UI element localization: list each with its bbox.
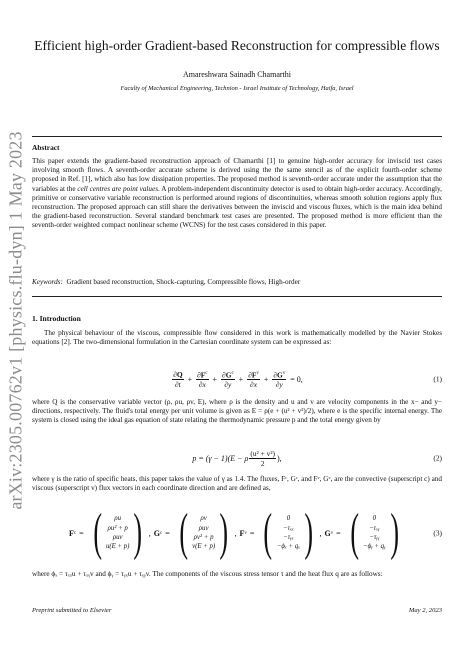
arxiv-stamp-text: arXiv:2305.00762v1 [physics.flu-dyn] 1 May 2023 — [5, 130, 26, 510]
Fc-entry: ρu² + p — [107, 524, 128, 532]
footer-preprint-note: Preprint submitted to Elsevier — [32, 607, 112, 614]
abstract-bottom-rule — [32, 296, 442, 297]
Fv-entry: −τᵧₓ — [283, 534, 294, 541]
eq1-number: (1) — [433, 374, 442, 384]
Fc-entry: ρuv — [112, 534, 123, 541]
eq1-term-dFvdx: $\frac{\partial F^v}{\partial x}$ — [248, 370, 259, 390]
eq2-fraction — [249, 449, 276, 468]
eq1-rhs: = 0, — [290, 374, 303, 384]
footer-date: May 2, 2023 — [408, 607, 442, 614]
Gc-entry: v(E + p) — [192, 543, 216, 551]
eq1-term-dGvdy: $\frac{\partial G^v}{\partial y}$ — [273, 370, 286, 390]
abstract-top-rule — [32, 136, 442, 137]
Gc-entry: ρuv — [198, 524, 209, 532]
intro-paragraph-4: where ϕₓ = τₓₓu + τₓᵧv and ϕᵧ = τᵧₓu + τᵧᵧv. The components of the viscous stress tensor τ and the heat flux q are as follows: — [32, 570, 383, 578]
Fv-entry: −ϕₓ + qₓ — [276, 543, 301, 551]
eq2-frac-num: (u² + v²) — [250, 448, 275, 458]
eq2-tail: ), — [277, 453, 282, 463]
keywords-text: Gradient based reconstruction, Shock-capturing, Compressible flows, High-order — [66, 278, 301, 286]
eq1-term-dGcdy: $\frac{\partial G^c}{\partial y}$ — [222, 370, 234, 390]
keywords-label: Keywords: — [32, 278, 63, 286]
intro-paragraph-2: where Q is the conservative variable vector (ρ, ρu, ρv, E), where ρ is the density and u and v are velocity components in the x− and y− directions, respectively. The fluid's total energy per unit volume is given as E = ρ(e + (u² + v²)/2), where e is the specific internal energy. The system is closed using the ideal gas equation of state relating the thermodynamic pressure p and the total energy given by — [32, 398, 442, 425]
matrix-Fc: ( ρu ρu² + p ρuv u(E + p) ) — [92, 504, 143, 561]
Fv-entry: −τₓₓ — [282, 524, 294, 532]
Gv-entry: −τₓᵧ — [369, 524, 380, 532]
matrix-Gc: ( ρv ρuv ρv² + p v(E + p) ) — [179, 504, 229, 561]
Gv-entry: −ϕᵧ + qᵧ — [363, 543, 386, 551]
Fc-entry: ρu — [114, 515, 122, 523]
Fc-entry: u(E + p) — [105, 543, 130, 551]
intro-paragraph-3: where γ is the ratio of specific heats, this paper takes the value of γ as 1.4. The fluxes, Fᶜ, Gᶜ, and Fᵛ, Gᵛ, are the convective (superscript c) and viscous (superscript v) flux vectors in each coordinate direction and are defined as, — [32, 475, 442, 493]
equation-1: $\frac{\partial Q}{\partial t}$ + $\frac{\partial F^c}{\partial x}$ + $\frac{\partial G^c}{\partial y}$ + $\frac{\partial F^v}{\partial x}$ + $\frac{\partial G^v}{\partial y}$ = 0, (1) — [173, 369, 442, 390]
equation-2 — [32, 443, 442, 473]
eq3-number: (3) — [433, 528, 442, 538]
abstract-text-2: . A problem-independent discontinuity detector is used to obtain high-order accuracy. Accordingly, primitive or conservative variable reconstruction is performed around regions of discontinuities, whereas smooth solution regions apply flux reconstruction. The proposed approach can still share the derivatives between the inviscid and viscous fluxes, which is the main idea behind the gradient-based reconstruction. Several standard benchmark test cases are presented. The proposed method is more efficient than the seventh-order weighted compact nonlinear scheme (WCNS) for the test cases considered in this paper. — [32, 184, 442, 230]
page-footer — [32, 607, 442, 614]
eq1-term-dFcdx: $\frac{\partial F^c}{\partial x}$ — [197, 370, 208, 390]
Gc-entry: ρv² + p — [193, 534, 214, 541]
eq1-term-dQdt: $\frac{\partial Q}{\partial t}$ — [173, 369, 183, 389]
matrix-Gv: ( 0 −τₓᵧ −τᵧᵧ −ϕᵧ + qᵧ ) — [350, 504, 399, 561]
eq2-number: (2) — [433, 453, 442, 463]
matrix-Fv: ( 0 −τₓₓ −τᵧₓ −ϕₓ + qₓ ) — [263, 504, 314, 561]
Gv-entry: 0 — [372, 515, 377, 523]
Fv-entry: 0 — [286, 515, 291, 523]
Gc-entry: ρv — [200, 515, 207, 523]
abstract-text-1: This paper extends the gradient-based reconstruction approach of Chamarthi [1] to genuine high-order accuracy for inviscid test cases involving smooth flows. A seventh-order accurate scheme is derived using the the same stencil as of the explicit fourth-order scheme proposed in Ref. [1], which also has low dissipation properties. The proposed method is seventh-order accurate under the assumption that the variables at the — [32, 157, 442, 193]
arxiv-stamp — [4, 120, 28, 520]
section-heading-introduction: 1. Introduction — [32, 314, 81, 323]
abstract-body — [32, 157, 442, 231]
Gv-entry: −τᵧᵧ — [369, 534, 380, 541]
eq2-frac-den: 2 — [260, 458, 265, 468]
eq2-lhs: p = (γ − 1)(E − ρ — [192, 453, 249, 463]
abstract-heading: Abstract — [32, 143, 60, 152]
equation-3: F c = ( ρu ρu² + p ρuv u(E + p) ) , G c = ( ρv ρuv ρv² + p v(E + p) ) , F v = ( 0 −τₓₓ −τᵧₓ −ϕₓ + qₓ ) , G v = ( 0 −τₓᵧ −τᵧᵧ −ϕᵧ + qᵧ ) (3) — [69, 504, 442, 561]
author-affiliation: Faculty of Mechanical Engineering, Technion - Israel Institute of Technology, Haifa, Israel — [120, 85, 354, 92]
intro-paragraph-1: The physical behaviour of the viscous, compressible flow considered in this work is mathematically modelled by the Navier Stokes equations [2]. The two-dimensional formulation in the Cartesian coordinate system can be expressed as: — [32, 329, 442, 347]
keywords — [32, 278, 442, 286]
paper-title: Efficient high-order Gradient-based Reconstruction for compressible flows — [34, 38, 440, 53]
abstract-emphasis: cell centres are point values — [77, 184, 158, 193]
author-name: Amareshwara Sainadh Chamarthi — [183, 70, 291, 79]
